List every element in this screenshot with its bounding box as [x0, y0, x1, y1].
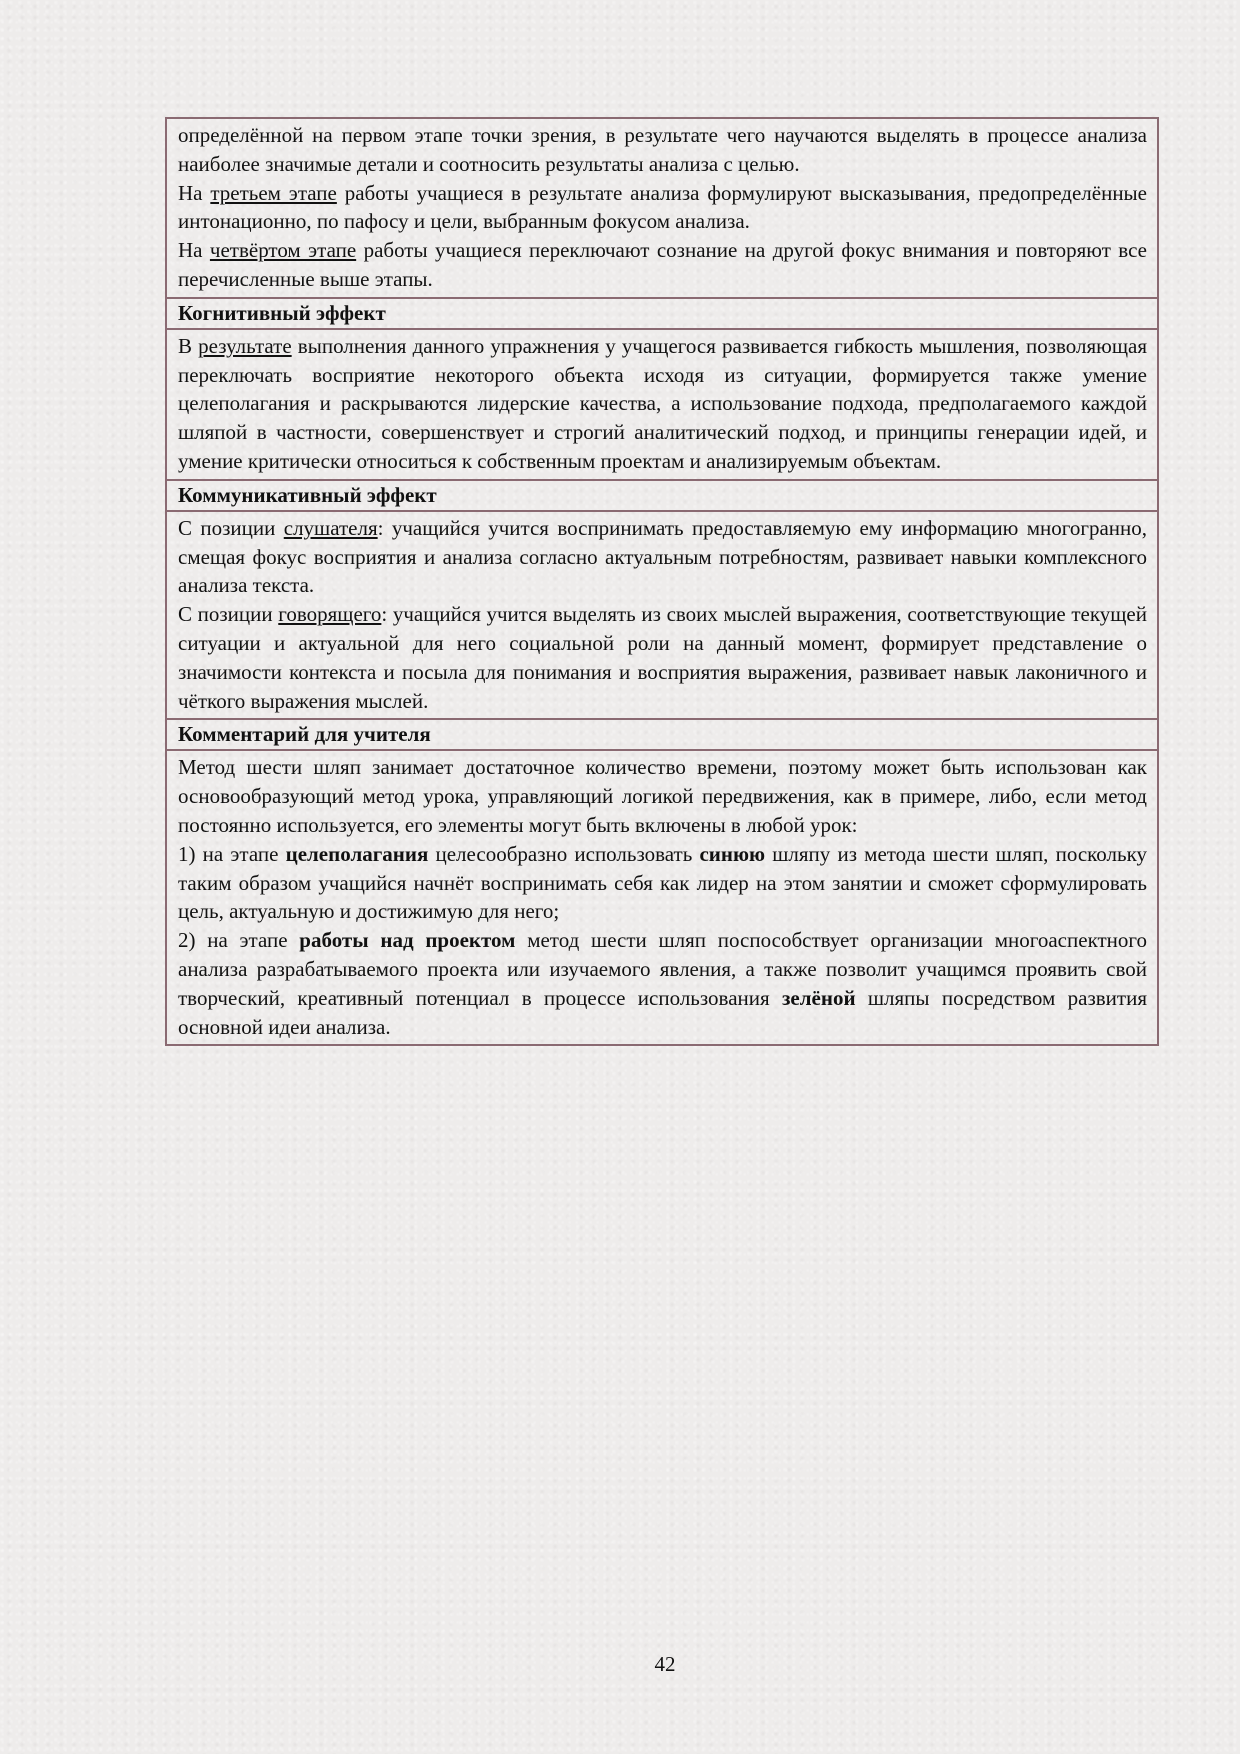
communicative-heading-row: [166, 480, 1158, 511]
speaker-lead: С позиции: [178, 602, 279, 627]
green-hat-term: зелёной: [781, 985, 856, 1010]
teacher-intro-paragraph: Метод шести шляп занимает достаточное количество времени, поэтому может быть использован как основообразующий метод урока, управляющий логикой передвижения, как в примере, либо, если метод постоянно используется, его элементы могут быть включены в любой урок:: [178, 755, 1147, 837]
cognitive-heading-row: [166, 298, 1158, 329]
stage-four-text: работы учащиеся переключают сознание на другой фокус внимания и повторяют все перечисленные выше этапы.: [178, 238, 1147, 291]
communicative-body-row: [166, 511, 1158, 720]
cognitive-body: [166, 329, 1158, 480]
project-work-text-2: метод шести шляп поспособствует организации многоаспектного анализа разрабатываемого проекта или изучаемого явления, а также позволит учащимся проявить свой творческий, креативный потенциал в процессе использования: [178, 928, 1147, 1010]
stage-four-paragraph: [178, 236, 1147, 294]
cognitive-lead: В: [178, 333, 199, 358]
communicative-heading: Коммуникативный эффект: [166, 480, 1158, 511]
project-work-text-3: шляпы посредством развития основной идеи анализа.: [178, 985, 1147, 1039]
stage-four-lead: На: [178, 238, 210, 263]
page-number: 42: [654, 1652, 676, 1676]
blue-hat-term: синюю: [699, 841, 766, 866]
goal-setting-text-1: 1) на этапе: [178, 841, 286, 866]
method-table: [165, 117, 1159, 1046]
project-work-term: работы над проектом: [299, 928, 516, 953]
cognitive-body-row: [166, 329, 1158, 480]
project-work-text-1: 2) на этапе: [178, 928, 300, 953]
cognitive-text: выполнения данного упражнения у учащегося развивается гибкость мышления, позволяющая переключать восприятие некоторого объекта исходя из ситуации, формируется также умение целеполагания и раскрываются лидерские качества, а использование подхода, предполагаемого каждой шляпой в частности, совершенствует и строгий аналитический подход, и принципы генерации идей, и умение критически относиться к собственным проектам и анализируемым объектам.: [178, 333, 1147, 473]
goal-setting-paragraph: [178, 840, 1147, 926]
teacher-body-row: [166, 750, 1158, 1045]
cognitive-paragraph: [178, 332, 1147, 476]
goal-setting-text-3: шляпу из метода шести шляп, поскольку таким образом учащийся начнёт воспринимать себя как лидер на этом занятии и сможет сформулировать цель, актуальную и достижимую для него;: [178, 841, 1147, 924]
speaker-term: говорящего: [278, 602, 382, 627]
listener-text: : учащийся учится воспринимать предоставляемую ему информацию многогранно, смещая фокус восприятия и анализа согласно актуальным потребностям, развивает навыки комплексного анализа текста.: [178, 515, 1147, 598]
stage-three-text: работы учащиеся в результате анализа формулируют высказывания, предопределённые интонационно, по пафосу и цели, выбранным фокусом анализа.: [178, 180, 1147, 234]
project-work-paragraph: [178, 926, 1147, 1041]
cognitive-heading: Когнитивный эффект: [166, 298, 1158, 329]
stage-three-paragraph: [178, 179, 1147, 237]
teacher-heading-row: [166, 719, 1158, 750]
cognitive-term: результате: [198, 333, 292, 358]
speaker-text: : учащийся учится выделять из своих мыслей выражения, соответствующие текущей ситуации и актуальной для него социальной роли на данный момент, формирует представление о значимости контекста и посыла для понимания и восприятия выражения, развивает навык лаконичного и чёткого выражения мыслей.: [178, 602, 1147, 713]
stage-three-term: третьем этапе: [210, 180, 337, 205]
listener-term: слушателя: [283, 515, 378, 540]
listener-paragraph: [178, 514, 1147, 600]
communicative-body: [166, 511, 1158, 720]
stage-four-term: четвёртом этапе: [209, 238, 357, 263]
stage-two-paragraph: определённой на первом этапе точки зрения, в результате чего научаются выделять в процессе анализа наиболее значимые детали и соотносить результаты анализа с целью.: [178, 123, 1147, 176]
stages-cell: [166, 118, 1158, 298]
goal-setting-text-2: целесообразно использовать: [428, 841, 700, 866]
goal-setting-term: целеполагания: [285, 841, 429, 866]
stage-three-lead: На: [178, 180, 211, 205]
speaker-paragraph: [178, 600, 1147, 715]
teacher-heading: Комментарий для учителя: [166, 719, 1158, 750]
teacher-body: [166, 750, 1158, 1045]
stages-row: [166, 118, 1158, 298]
listener-lead: С позиции: [178, 515, 284, 540]
